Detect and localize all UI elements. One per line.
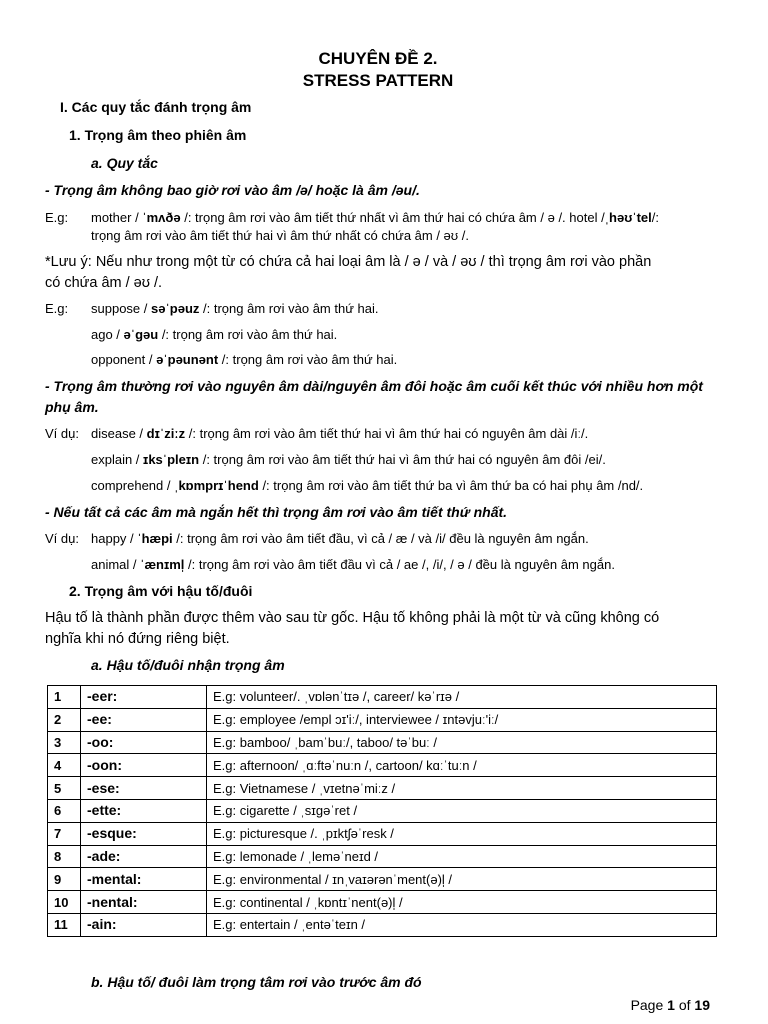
row-number: 10 <box>48 891 81 914</box>
note-line-2: có chứa âm / əʊ /. <box>45 275 163 291</box>
eg-label: E.g: <box>45 210 69 225</box>
suffix-cell: -ade: <box>81 845 207 868</box>
row-number: 8 <box>48 845 81 868</box>
suffix-table <box>47 685 717 937</box>
rule-2-line-2: phụ âm. <box>45 399 99 415</box>
title-line-2: STRESS PATTERN <box>302 71 454 90</box>
example-cell: E.g: cigarette / ˌsɪɡəˈret / <box>207 799 717 822</box>
row-number: 6 <box>48 799 81 822</box>
suffix-para-line-2: nghĩa khi nó đứng riêng biệt. <box>45 631 230 647</box>
table-row <box>48 845 717 868</box>
section-1-heading: I. Các quy tắc đánh trọng âm <box>60 99 252 115</box>
table-row <box>48 913 717 936</box>
example-hotel-line: trọng âm rơi vào âm tiết thứ hai vì âm thứ nhất có chứa âm / əʊ /. <box>91 228 470 243</box>
suffix-cell: -ee: <box>81 708 207 731</box>
example-cell: E.g: afternoon/ ˌɑːftəˈnuːn /, cartoon/ kɑːˈtuːn / <box>207 754 717 777</box>
page-footer: Page 1 of 19 <box>630 997 710 1013</box>
table-row <box>48 799 717 822</box>
row-number: 2 <box>48 708 81 731</box>
row-number: 9 <box>48 868 81 891</box>
example-cell: E.g: Vietnamese / ˌvɪetnəˈmiːz / <box>207 777 717 800</box>
vidu-label: Ví dụ: <box>45 426 79 441</box>
vidu-label-2: Ví dụ: <box>45 531 79 546</box>
suffix-cell: -ese: <box>81 777 207 800</box>
suffix-cell: -mental: <box>81 868 207 891</box>
rule-3: - Nếu tất cả các âm mà ngắn hết thì trọng âm rơi vào âm tiết thứ nhất. <box>45 504 508 520</box>
suffix-cell: -oo: <box>81 731 207 754</box>
example-cell: E.g: entertain / ˌentəˈteɪn / <box>207 913 717 936</box>
table-row <box>48 754 717 777</box>
row-number: 3 <box>48 731 81 754</box>
example-disease: disease / dɪˈziːz /: trọng âm rơi vào âm tiết thứ hai vì âm thứ hai có nguyên âm dài /iː/. <box>91 426 589 441</box>
example-mother-line: mother / ˈmʌðə /: trọng âm rơi vào âm tiết thứ nhất vì âm thứ hai có chứa âm / ə /. hotel /ˌhəʊˈtel/: <box>91 210 659 225</box>
example-happy: happy / ˈhæpi /: trọng âm rơi vào âm tiết đầu, vì cả / æ / và /i/ đều là nguyên âm ngắn. <box>91 531 589 546</box>
row-number: 7 <box>48 822 81 845</box>
example-cell: E.g: employee /empl ɔɪ'iː/, interviewee / ɪntəvjuː'iː/ <box>207 708 717 731</box>
row-number: 4 <box>48 754 81 777</box>
example-animal: animal / ˈænɪml̩ /: trọng âm rơi vào âm tiết đầu vì cả / ae /, /i/, / ə / đều là nguyên âm ngắn. <box>91 557 615 572</box>
example-ago: ago / əˈgəu /: trọng âm rơi vào âm thứ hai. <box>91 327 338 342</box>
suffix-cell: -eer: <box>81 686 207 709</box>
subsection-2a-heading: a. Hậu tố/đuôi nhận trọng âm <box>91 657 285 673</box>
suffix-cell: -oon: <box>81 754 207 777</box>
suffix-cell: -nental: <box>81 891 207 914</box>
rule-1: - Trọng âm không bao giờ rơi vào âm /ə/ hoặc là âm /əu/. <box>45 182 420 198</box>
row-number: 1 <box>48 686 81 709</box>
rule-2-line-1: - Trọng âm thường rơi vào nguyên âm dài/nguyên âm đôi hoặc âm cuối kết thúc với nhiều hơn một <box>45 378 703 394</box>
suffix-cell: -esque: <box>81 822 207 845</box>
table-row <box>48 731 717 754</box>
table-row <box>48 891 717 914</box>
suffix-cell: -ain: <box>81 913 207 936</box>
subsection-1-heading: 1. Trọng âm theo phiên âm <box>69 127 247 143</box>
table-row <box>48 686 717 709</box>
example-cell: E.g: lemonade / ˌleməˈneɪd / <box>207 845 717 868</box>
example-explain: explain / ɪksˈpleɪn /: trọng âm rơi vào âm tiết thứ hai vì âm thứ hai có nguyên âm đôi /ei/. <box>91 452 606 467</box>
note-line-1: *Lưu ý: Nếu như trong một từ có chứa cả hai loại âm là / ə / và / əʊ / thì trọng âm rơi vào phần <box>45 254 652 270</box>
table-row <box>48 822 717 845</box>
example-cell: E.g: environmental / ɪnˌvaɪərənˈment(ə)l̩ / <box>207 868 717 891</box>
table-row <box>48 868 717 891</box>
eg-label-2: E.g: <box>45 301 69 316</box>
example-suppose: suppose / səˈpəuz /: trọng âm rơi vào âm thứ hai. <box>91 301 379 316</box>
example-opponent: opponent / əˈpəunənt /: trọng âm rơi vào âm thứ hai. <box>91 352 398 367</box>
example-cell: E.g: picturesque /. ˌpɪktʃəˈresk / <box>207 822 717 845</box>
example-cell: E.g: volunteer/. ˌvɒlənˈtɪə /, career/ kəˈrɪə / <box>207 686 717 709</box>
subsection-2b-heading: b. Hậu tố/ đuôi làm trọng tâm rơi vào trước âm đó <box>91 974 422 990</box>
title-line-1: CHUYÊN ĐỀ 2. <box>318 49 438 68</box>
example-cell: E.g: continental / ˌkɒntɪˈnent(ə)l̩ / <box>207 891 717 914</box>
suffix-para-line-1: Hậu tố là thành phần được thêm vào sau từ gốc. Hậu tố không phải là một từ và cũng không có <box>45 610 660 626</box>
table-row <box>48 708 717 731</box>
suffix-cell: -ette: <box>81 799 207 822</box>
example-comprehend: comprehend / ˌkɒmprɪˈhend /: trọng âm rơi vào âm tiết thứ ba vì âm thứ ba có hai phụ âm /nd/. <box>91 478 644 493</box>
example-cell: E.g: bamboo/ ˌbamˈbuː/, taboo/ təˈbuː / <box>207 731 717 754</box>
row-number: 11 <box>48 913 81 936</box>
subsection-2-heading: 2. Trọng âm với hậu tố/đuôi <box>69 583 253 599</box>
subsection-1a-heading: a. Quy tắc <box>91 155 158 171</box>
table-row <box>48 777 717 800</box>
row-number: 5 <box>48 777 81 800</box>
